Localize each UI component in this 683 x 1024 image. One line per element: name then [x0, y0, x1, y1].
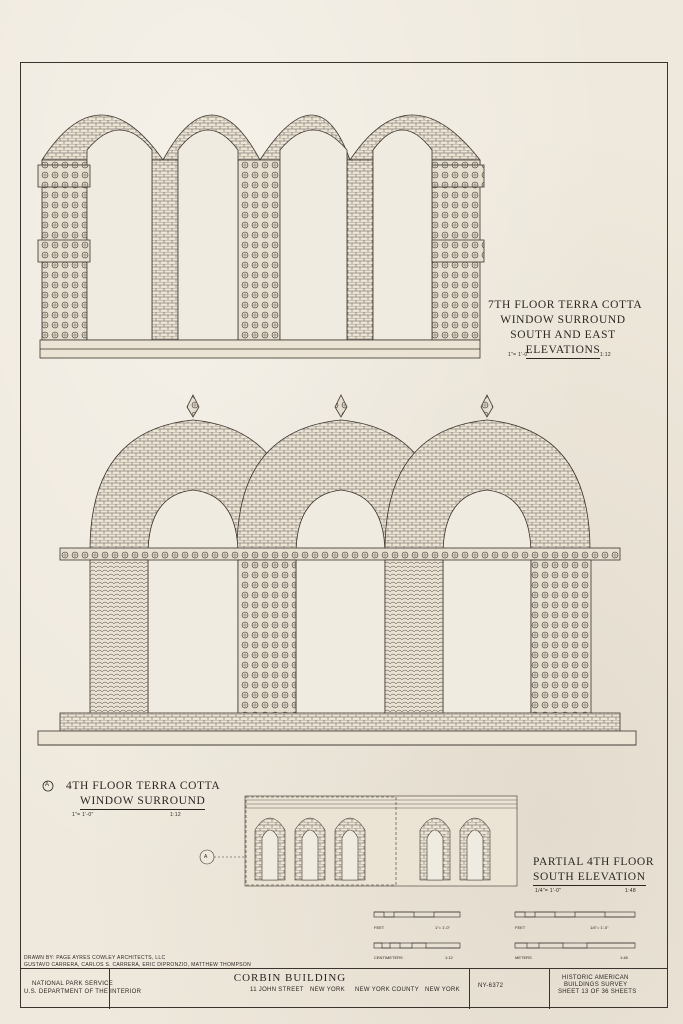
survey-number-cell — [470, 969, 550, 1009]
graphic-scales — [374, 912, 635, 948]
drawn-by: DRAWN BY: PAGE AYRES COWLEY ARCHITECTS, LLC — [24, 955, 166, 961]
caption-7th-line1: 7TH FLOOR TERRA COTTA — [488, 299, 643, 311]
county: NEW YORK COUNTY — [355, 987, 420, 993]
agency-line2: U.S. DEPARTMENT OF THE INTERIOR — [24, 989, 142, 995]
partial-elevation — [200, 796, 517, 886]
scale-feet-value: 1"= 1'-0" — [435, 925, 451, 930]
scale-label-7th-right: 1:12 — [600, 352, 611, 358]
scale-label-4th-left: 1"= 1'-0" — [72, 812, 94, 818]
elevation-4th-floor — [38, 395, 636, 745]
caption-partial-line1: PARTIAL 4TH FLOOR — [533, 856, 655, 868]
agency-cell — [20, 969, 142, 1009]
sheet-number: SHEET 13 OF 36 SHEETS — [558, 989, 637, 995]
caption-4th-floor — [66, 779, 220, 810]
caption-7th-line4: ELEVATIONS — [526, 343, 601, 359]
caption-7th-line2: WINDOW SURROUND — [500, 314, 626, 326]
scale-label-4th-right: 1:12 — [170, 812, 181, 818]
scale-feet-label: FEET — [374, 925, 385, 930]
caption-7th-floor — [488, 298, 643, 359]
title-block — [20, 968, 668, 1008]
caption-partial — [533, 855, 655, 886]
building-name: CORBIN BUILDING — [233, 972, 347, 984]
caption-7th-line3: SOUTH AND EAST — [510, 329, 616, 341]
drawer-names: GUSTAVO CARRERA, CARLOS S. CARRERA, ERIC DIPRONZIO, MATTHEW THOMPSON — [24, 962, 251, 968]
scale-meters-value: 1:48 — [620, 955, 628, 960]
partial-marker: A — [204, 854, 208, 860]
caption-4th-line2: WINDOW SURROUND — [80, 794, 205, 810]
scale-label-7th-left: 1"= 1'-0" — [508, 352, 530, 358]
scale-cm-label: CENTIMETERS — [374, 955, 403, 960]
scale-cm-value: 1:12 — [445, 955, 453, 960]
scale-meters-label: METERS — [515, 955, 532, 960]
caption-4th-line1: 4TH FLOOR TERRA COTTA — [66, 780, 221, 792]
agency-line1: NATIONAL PARK SERVICE — [32, 981, 114, 987]
survey-cell — [550, 969, 668, 1009]
city: NEW YORK — [310, 987, 345, 993]
scale-feet2-label: FEET — [515, 925, 526, 930]
building-cell — [110, 969, 470, 1009]
elevation-7th-floor — [38, 115, 484, 358]
survey-number: NY-6372 — [478, 983, 504, 989]
caption-4th-marker: A — [45, 782, 50, 788]
survey-line2: BUILDINGS SURVEY — [564, 982, 628, 988]
scale-label-partial-left: 1/4"= 1'-0" — [535, 888, 562, 894]
scale-label-partial-right: 1:48 — [625, 888, 636, 894]
street: 11 JOHN STREET — [250, 987, 304, 993]
survey-line1: HISTORIC AMERICAN — [562, 975, 629, 981]
scale-feet2-value: 1/4"= 1'-0" — [590, 925, 609, 930]
caption-partial-line2: SOUTH ELEVATION — [533, 870, 646, 886]
state: NEW YORK — [425, 987, 460, 993]
